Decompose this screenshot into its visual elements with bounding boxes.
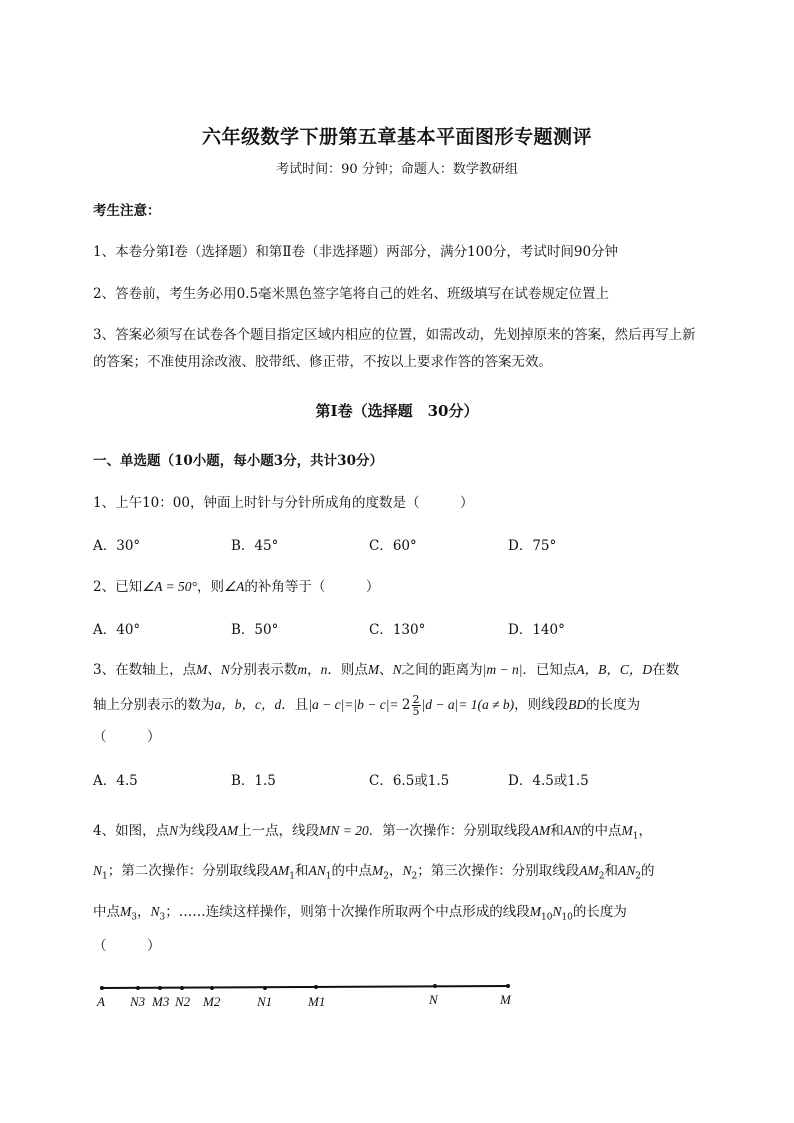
question-4-line-2 xyxy=(93,862,654,886)
q2-option-b: B．50° xyxy=(231,622,279,638)
q3-point-m: M xyxy=(196,662,208,677)
label-n1: N1 xyxy=(257,994,273,1009)
point-n3-dot xyxy=(136,986,140,990)
q3-frac-whole: 2 xyxy=(401,697,411,713)
q3-expr-2: |d − a|= 1(a ≠ b) xyxy=(421,697,515,712)
q1-option-c: C．60° xyxy=(369,538,417,554)
q4-point-n3: N xyxy=(150,904,160,919)
q3-text-f: 在数 xyxy=(652,662,680,678)
label-m1: M1 xyxy=(308,994,326,1009)
notice-item-2: 2、答卷前，考生务必用0.5毫米黑色签字笔将自己的姓名、班级填写在试卷规定位置上 xyxy=(93,286,610,302)
q4-text-a: 4、如图，点 xyxy=(93,823,170,839)
q3-text-e: ．已知点 xyxy=(522,662,577,678)
q3-option-a: A．4.5 xyxy=(93,773,138,789)
notice-heading: 考生注意： xyxy=(93,203,161,219)
q4-seg-mn: MN = 20 xyxy=(319,823,369,838)
q1-option-a: A．30° xyxy=(93,538,141,554)
q2-suffix: 的补角等于（ ） xyxy=(244,579,380,595)
q3-text-j: 的长度为 xyxy=(586,697,641,713)
q4-point-m1-sub: 1 xyxy=(632,831,639,842)
q4-text-c: 上一点，线段 xyxy=(238,823,320,839)
q4-seg-am-2: AM xyxy=(530,823,551,838)
q3-point-n-2: N xyxy=(392,662,402,677)
q4-text-i: 和 xyxy=(294,863,309,879)
label-a: A xyxy=(97,994,105,1009)
q3-text-a: 3、在数轴上，点 xyxy=(93,662,197,678)
point-n-dot xyxy=(433,984,437,988)
question-4-line-4: （ ） xyxy=(93,938,161,954)
q4-text-p: ， xyxy=(136,904,151,920)
q4-point-m1: M xyxy=(621,823,633,838)
q4-text-k: ， xyxy=(388,863,403,879)
q2-option-c: C．130° xyxy=(369,622,426,638)
q4-point-m2: M xyxy=(371,863,384,878)
question-1: 1、上午10：00，钟面上时针与分针所成角的度数是（ ） xyxy=(93,495,474,511)
q4-seg-an1-sub: 1 xyxy=(325,871,332,882)
q3-text-g: 轴上分别表示的数为 xyxy=(93,697,215,713)
label-n: N xyxy=(429,992,438,1007)
label-n3: N3 xyxy=(130,994,146,1009)
q3-text-b: 分别表示数 xyxy=(229,662,298,678)
q1-option-b: B．45° xyxy=(231,538,279,554)
q3-comma: ， xyxy=(307,662,321,678)
q3-frac-denominator: 5 xyxy=(412,705,420,718)
part-heading: 一、单选题（10小题，每小题3分，共计30分） xyxy=(93,453,383,469)
q3-distance-expr: |m − n| xyxy=(482,662,523,677)
q4-seg-an: AN xyxy=(563,823,581,838)
q4-text-h: ；第二次操作：分别取线段 xyxy=(107,863,270,879)
q4-text-o: 中点 xyxy=(93,904,120,920)
q4-text-j: 的中点 xyxy=(331,863,372,879)
q4-point-n: N xyxy=(169,823,179,838)
q3-option-b: B．1.5 xyxy=(231,773,276,789)
q4-seg-am1: AM xyxy=(269,863,290,878)
q4-point-m3: M xyxy=(120,904,132,919)
q4-seg-an1: AN xyxy=(308,863,326,878)
q4-text-g: ， xyxy=(638,823,652,839)
q4-text-e: 和 xyxy=(550,823,564,839)
label-m: M xyxy=(500,992,511,1007)
q4-text-m: 和 xyxy=(604,863,618,879)
q2-option-a: A．40° xyxy=(93,622,141,638)
question-4-line-3 xyxy=(93,903,627,927)
q2-mid: ，则 xyxy=(196,579,224,595)
q4-seg-m10: M xyxy=(529,904,541,919)
question-3-line-1 xyxy=(93,661,679,679)
q4-point-n1: N xyxy=(93,863,103,878)
question-3-line-2 xyxy=(93,694,640,717)
q4-text-l: ；第三次操作：分别取线段 xyxy=(417,863,580,879)
q2-option-d: D．140° xyxy=(508,622,565,638)
point-n1-dot xyxy=(263,986,267,990)
notice-item-3-cont: 的答案；不准使用涂改液、胶带纸、修正带，不按以上要求作答的答案无效。 xyxy=(93,354,552,370)
q4-seg-an2: AN xyxy=(617,863,636,878)
point-n2-dot xyxy=(180,986,184,990)
q3-segment: BD xyxy=(568,697,587,712)
label-n2: N2 xyxy=(175,994,191,1009)
question-2 xyxy=(93,578,379,596)
q4-point-n2: N xyxy=(402,863,412,878)
q3-sep-1: 、 xyxy=(207,662,221,678)
q3-points: A，B，C，D xyxy=(576,662,653,677)
point-a-dot xyxy=(100,986,104,990)
q4-text-r: 的长度为 xyxy=(572,904,627,920)
segment-am-line xyxy=(102,986,508,988)
q3-sep-2: 、 xyxy=(379,662,393,678)
q2-angle: ∠A xyxy=(223,579,245,594)
question-4-line-1 xyxy=(93,822,652,846)
q4-point-m3-sub: 3 xyxy=(131,912,137,923)
q3-option-d: D．4.5或1.5 xyxy=(508,773,589,789)
point-m-dot xyxy=(506,984,510,988)
q4-text-n: 的 xyxy=(640,863,655,879)
point-m3-dot xyxy=(158,986,162,990)
question-3-line-3: （ ） xyxy=(93,729,161,745)
q3-nums: a，b，c，d xyxy=(214,697,282,712)
q2-angle-value: ∠A = 50° xyxy=(142,579,197,594)
q3-text-i: ，则线段 xyxy=(514,697,569,713)
segment-figure xyxy=(90,975,530,1015)
q4-seg-am1-sub: 1 xyxy=(289,871,295,882)
q4-seg-n10-sub: 10 xyxy=(561,912,573,923)
q4-point-n3-sub: 3 xyxy=(159,912,166,923)
q3-text-c: ．则点 xyxy=(327,662,368,678)
q3-point-m-2: M xyxy=(367,662,380,677)
exam-info: 考试时间：90 分钟；命题人：数学教研组 xyxy=(276,162,518,177)
q4-seg-n10: N xyxy=(552,904,562,919)
q4-text-f: 的中点 xyxy=(581,823,622,839)
q4-point-n1-sub: 1 xyxy=(102,871,108,882)
q3-point-n: N xyxy=(220,662,230,677)
page-title: 六年级数学下册第五章基本平面图形专题测评 xyxy=(201,126,592,148)
point-m1-dot xyxy=(314,985,318,989)
q4-seg-m10-sub: 10 xyxy=(540,912,553,923)
q3-num-m: m xyxy=(297,662,308,677)
q3-expr-1: |a − c|=|b − c|= xyxy=(308,697,402,712)
notice-item-1: 1、本卷分第Ⅰ卷（选择题）和第Ⅱ卷（非选择题）两部分，满分100分，考试时间90分钟 xyxy=(93,244,619,260)
q4-point-n2-sub: 2 xyxy=(411,871,418,882)
q4-seg-an2-sub: 2 xyxy=(635,871,641,882)
q4-seg-am2-sub: 2 xyxy=(598,871,605,882)
q4-text-d: ．第一次操作：分别取线段 xyxy=(368,823,531,839)
q3-fraction xyxy=(412,694,421,717)
label-m2: M2 xyxy=(203,994,221,1009)
q4-seg-am2: AM xyxy=(579,863,599,878)
q4-point-m2-sub: 2 xyxy=(383,871,389,882)
label-m3: M3 xyxy=(152,994,170,1009)
q4-text-b: 为线段 xyxy=(178,823,219,839)
notice-item-3: 3、答案必须写在试卷各个题目指定区域内相应的位置，如需改动，先划掉原来的答案，然后再写上新 xyxy=(93,327,696,343)
q3-num-n: n xyxy=(320,662,328,677)
q3-text-h: ．且 xyxy=(281,697,309,713)
q1-option-d: D．75° xyxy=(508,538,557,554)
q3-text-d: 之间的距离为 xyxy=(401,662,483,678)
point-m2-dot xyxy=(210,986,214,990)
q3-frac-numerator: 2 xyxy=(412,693,420,706)
q3-option-c: C．6.5或1.5 xyxy=(369,773,450,789)
q4-seg-am: AM xyxy=(218,823,239,838)
section-title: 第Ⅰ卷（选择题 30分） xyxy=(315,402,479,420)
q2-prefix: 2、已知 xyxy=(93,579,143,595)
q4-text-q: ；……连续这样操作，则第十次操作所取两个中点形成的线段 xyxy=(165,904,530,920)
